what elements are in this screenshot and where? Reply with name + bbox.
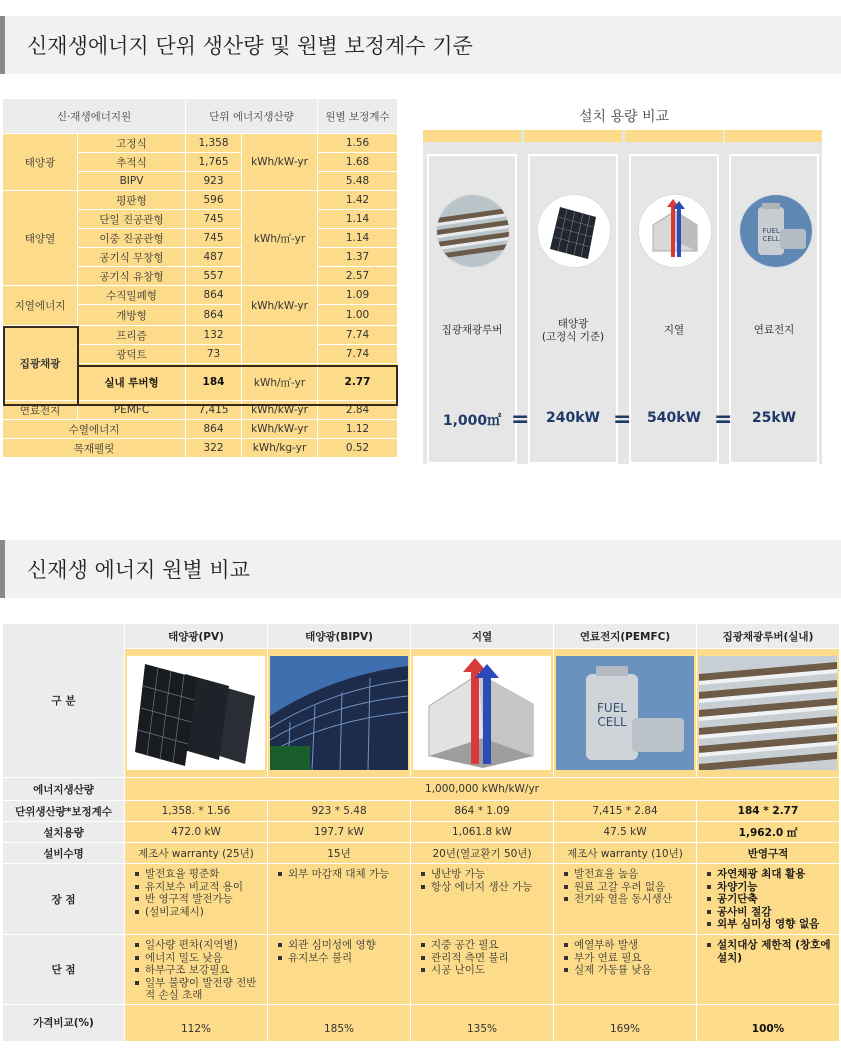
type-cell: 수직밀폐형 — [78, 286, 186, 305]
image-cell — [697, 649, 840, 778]
list-item: 유지보수 비교적 용이 — [145, 881, 265, 894]
pros-cell — [125, 864, 268, 935]
row-header: 단 점 — [3, 935, 125, 1005]
coef-cell: 2.77 — [318, 364, 398, 401]
compare-bar — [625, 130, 723, 142]
compare-value: 540kW — [647, 410, 701, 426]
header-coefficient: 원별 보정계수 — [318, 99, 398, 134]
compare-label: 지열 — [663, 324, 685, 336]
header-production: 단위 에너지생산량 — [186, 99, 318, 134]
coef-cell: 2.57 — [318, 267, 398, 286]
coef-cell: 1.12 — [318, 420, 398, 439]
image-cell — [268, 649, 411, 778]
type-cell: PEMFC — [78, 401, 186, 420]
unit-cell-empty — [242, 326, 318, 364]
coef-cell: 5.48 — [318, 172, 398, 191]
list-item: 외부 마감재 대체 가능 — [288, 868, 408, 881]
pros-cell — [697, 864, 840, 935]
section-header-unit-production — [0, 16, 841, 74]
list-item: 반 영구적 발전가능 — [145, 893, 265, 906]
cons-cell — [697, 935, 840, 1005]
type-cell: 개방형 — [78, 305, 186, 326]
list-item: 에너지 밀도 낮음 — [145, 952, 265, 965]
image-row — [3, 649, 840, 778]
list-item: 냉난방 가능 — [431, 868, 551, 881]
prod-cell: 864 — [186, 305, 242, 326]
unit-cell: kWh/kW-yr — [242, 134, 318, 191]
cons-cell — [554, 935, 697, 1005]
column-header: 집광채광루버(실내) — [697, 624, 840, 649]
coef-cell: 1.68 — [318, 153, 398, 172]
list-item: 시공 난이도 — [431, 964, 551, 977]
unit-cell: kWh/㎡-yr — [242, 364, 318, 401]
value-cell: 923 * 5.48 — [268, 801, 411, 822]
compare-value: 1,000㎡ — [442, 413, 502, 429]
compare-bar — [423, 130, 521, 142]
prod-cell: 557 — [186, 267, 242, 286]
price-row — [3, 1004, 840, 1041]
fuel-cell-icon — [739, 194, 813, 268]
prod-cell: 132 — [186, 326, 242, 345]
group-solar-thermal: 태양열 — [3, 191, 78, 286]
cons-cell — [268, 935, 411, 1005]
value-cell: 1,061.8 kW — [411, 822, 554, 843]
coef-cell: 1.14 — [318, 229, 398, 248]
section-title: 신재생에너지 단위 생산량 및 원별 보정계수 기준 — [27, 34, 473, 58]
list-item: 일사량 편차(지역별) — [145, 939, 265, 952]
list-item: 공기단축 — [717, 893, 837, 906]
equals-sign: = — [511, 407, 530, 432]
svg-text:FUEL: FUEL — [762, 227, 780, 235]
energy-row — [3, 778, 840, 801]
pros-row — [3, 864, 840, 935]
list-item: 설치대상 제한적 (창호에 설치) — [717, 939, 837, 964]
section-header-source-compare — [0, 540, 841, 598]
pros-cell — [554, 864, 697, 935]
type-cell: 광덕트 — [78, 345, 186, 364]
prod-cell: 184 — [186, 364, 242, 401]
type-cell: BIPV — [78, 172, 186, 191]
value-cell: 반영구적 — [697, 843, 840, 864]
list-item: 외부 심미성 영향 없음 — [717, 918, 837, 931]
section-title: 신재생 에너지 원별 비교 — [27, 558, 250, 582]
type-cell: 공기식 유창형 — [78, 267, 186, 286]
cons-cell — [125, 935, 268, 1005]
column-header: 태양광(BIPV) — [268, 624, 411, 649]
list-item: 원료 고갈 우려 없음 — [574, 881, 694, 894]
svg-text:CELL: CELL — [762, 235, 780, 243]
coef-cell: 7.74 — [318, 326, 398, 345]
life-row — [3, 843, 840, 864]
value-cell: 7,415 * 2.84 — [554, 801, 697, 822]
row-header: 설비수명 — [3, 843, 125, 864]
table-row — [3, 134, 398, 153]
compare-label: 집광채광루버 — [441, 324, 503, 336]
column-header: 연료전지(PEMFC) — [554, 624, 697, 649]
compare-value: 25kW — [751, 410, 797, 426]
list-item: 관리적 측면 불리 — [431, 952, 551, 965]
value-cell: 1,358. * 1.56 — [125, 801, 268, 822]
solar-panel-photo — [127, 656, 265, 770]
group-geothermal: 지열에너지 — [3, 286, 78, 326]
prod-cell: 1,358 — [186, 134, 242, 153]
bipv-building-photo — [270, 656, 408, 770]
unit-cell: kWh/kg-yr — [242, 439, 318, 458]
coef-cell: 1.09 — [318, 286, 398, 305]
unit-cell: kWh/kW-yr — [242, 420, 318, 439]
prod-cell: 1,765 — [186, 153, 242, 172]
table-row — [3, 286, 398, 305]
compare-bar — [524, 130, 622, 142]
prod-cell: 487 — [186, 248, 242, 267]
table-row — [3, 439, 398, 458]
coef-cell: 1.37 — [318, 248, 398, 267]
type-cell: 추적식 — [78, 153, 186, 172]
list-item: 하부구조 보강필요 — [145, 964, 265, 977]
geothermal-diagram — [413, 656, 551, 770]
compare-label: 연료전지 — [753, 324, 795, 336]
svg-text:CELL: CELL — [597, 715, 627, 729]
prod-cell: 322 — [186, 439, 242, 458]
value-cell: 135% — [411, 1004, 554, 1041]
capacity-row — [3, 822, 840, 843]
list-item: 차양기능 — [717, 881, 837, 894]
compare-value: 240kW — [546, 410, 600, 426]
group-solar-pv: 태양광 — [3, 134, 78, 191]
value-cell: 864 * 1.09 — [411, 801, 554, 822]
value-cell: 184 * 2.77 — [697, 801, 840, 822]
value-cell: 472.0 kW — [125, 822, 268, 843]
list-item: 유지보수 불리 — [288, 952, 408, 965]
coef-cell: 0.52 — [318, 439, 398, 458]
capacity-compare-panel — [423, 130, 822, 464]
row-header: 에너지생산량 — [3, 778, 125, 801]
type-cell: 이중 진공관형 — [78, 229, 186, 248]
pros-cell — [411, 864, 554, 935]
value-cell: 제조사 warranty (10년) — [554, 843, 697, 864]
compare-title: 설치 용량 비교 — [578, 109, 670, 125]
coef-cell: 1.42 — [318, 191, 398, 210]
coef-cell: 2.84 — [318, 401, 398, 420]
row-header: 가격비교(%) — [3, 1004, 125, 1041]
equals-sign: = — [613, 407, 632, 432]
unit-production-table — [2, 98, 398, 458]
list-item: 발전효율 높음 — [574, 868, 694, 881]
group-fuel-cell: 연료전지 — [3, 401, 78, 420]
unit-row — [3, 801, 840, 822]
type-cell: 프리즘 — [78, 326, 186, 345]
value-cell: 47.5 kW — [554, 822, 697, 843]
louver-icon — [436, 194, 510, 268]
list-item: 지중 공간 필요 — [431, 939, 551, 952]
row-header-category: 구 분 — [3, 624, 125, 778]
equals-sign: = — [714, 407, 733, 432]
unit-cell: kWh/㎡-yr — [242, 191, 318, 286]
coef-cell: 1.14 — [318, 210, 398, 229]
column-header-row — [3, 624, 840, 649]
svg-text:FUEL: FUEL — [597, 701, 627, 715]
prod-cell: 745 — [186, 210, 242, 229]
row-header: 설치용량 — [3, 822, 125, 843]
cons-cell — [411, 935, 554, 1005]
cons-row — [3, 935, 840, 1005]
column-header: 태양광(PV) — [125, 624, 268, 649]
table-row — [3, 420, 398, 439]
energy-value-cell: 1,000,000 kWh/kW/yr — [125, 778, 840, 801]
list-item: 전기와 열을 동시생산 — [574, 893, 694, 906]
prod-cell: 864 — [186, 420, 242, 439]
table-row — [3, 326, 398, 345]
list-item: 실제 가동률 낮음 — [574, 964, 694, 977]
unit-cell: kWh/kW-yr — [242, 286, 318, 326]
value-cell: 197.7 kW — [268, 822, 411, 843]
list-item: 공사비 절감 — [717, 906, 837, 919]
type-cell: 공기식 무창형 — [78, 248, 186, 267]
type-cell: 단일 진공관형 — [78, 210, 186, 229]
coef-cell: 7.74 — [318, 345, 398, 364]
solar-panel-icon — [537, 194, 611, 268]
image-cell — [125, 649, 268, 778]
prod-cell: 923 — [186, 172, 242, 191]
compare-bar — [725, 130, 822, 142]
coef-cell: 1.00 — [318, 305, 398, 326]
value-cell: 169% — [554, 1004, 697, 1041]
pros-cell — [268, 864, 411, 935]
row-header: 단위생산량*보정계수 — [3, 801, 125, 822]
prod-cell: 7,415 — [186, 401, 242, 420]
type-cell: 평판형 — [78, 191, 186, 210]
list-item: 외관 심미성에 영향 — [288, 939, 408, 952]
table-row — [3, 191, 398, 210]
compare-label: 태양광 (고정식 기준) — [541, 318, 605, 343]
image-cell — [554, 649, 697, 778]
value-cell: 185% — [268, 1004, 411, 1041]
fuel-cell-photo — [556, 656, 694, 770]
column-header: 지열 — [411, 624, 554, 649]
header-source: 신·재생에너지원 — [3, 99, 186, 134]
table-row — [3, 401, 398, 420]
prod-cell: 73 — [186, 345, 242, 364]
table-header-row — [3, 99, 398, 134]
list-item: (설비교체시) — [145, 906, 265, 919]
source-compare-table — [2, 623, 840, 1042]
value-cell: 15년 — [268, 843, 411, 864]
list-item: 자연채광 최대 활용 — [717, 868, 837, 881]
geothermal-icon — [638, 194, 712, 268]
list-item: 항상 에너지 생산 가능 — [431, 881, 551, 894]
list-item: 부가 연료 필요 — [574, 952, 694, 965]
prod-cell: 745 — [186, 229, 242, 248]
value-cell: 제조사 warranty (25년) — [125, 843, 268, 864]
value-cell: 100% — [697, 1004, 840, 1041]
list-item: 일부 불량이 발전량 전반적 손실 초래 — [145, 977, 265, 1002]
value-cell: 112% — [125, 1004, 268, 1041]
row-header: 장 점 — [3, 864, 125, 935]
type-cell: 고정식 — [78, 134, 186, 153]
group-hydrothermal: 수열에너지 — [3, 420, 186, 439]
group-wood-pellet: 목재펠릿 — [3, 439, 186, 458]
prod-cell: 864 — [186, 286, 242, 305]
value-cell: 1,962.0 ㎡ — [697, 822, 840, 843]
value-cell: 20년(열교환기 50년) — [411, 843, 554, 864]
list-item: 예열부하 발생 — [574, 939, 694, 952]
prod-cell: 596 — [186, 191, 242, 210]
coef-cell: 1.56 — [318, 134, 398, 153]
type-cell: 실내 루버형 — [78, 364, 186, 401]
image-cell — [411, 649, 554, 778]
light-louver-photo — [699, 656, 837, 770]
list-item: 발전효율 평준화 — [145, 868, 265, 881]
group-light-collector: 집광채광 — [3, 326, 78, 401]
unit-cell: kWh/kW-yr — [242, 401, 318, 420]
